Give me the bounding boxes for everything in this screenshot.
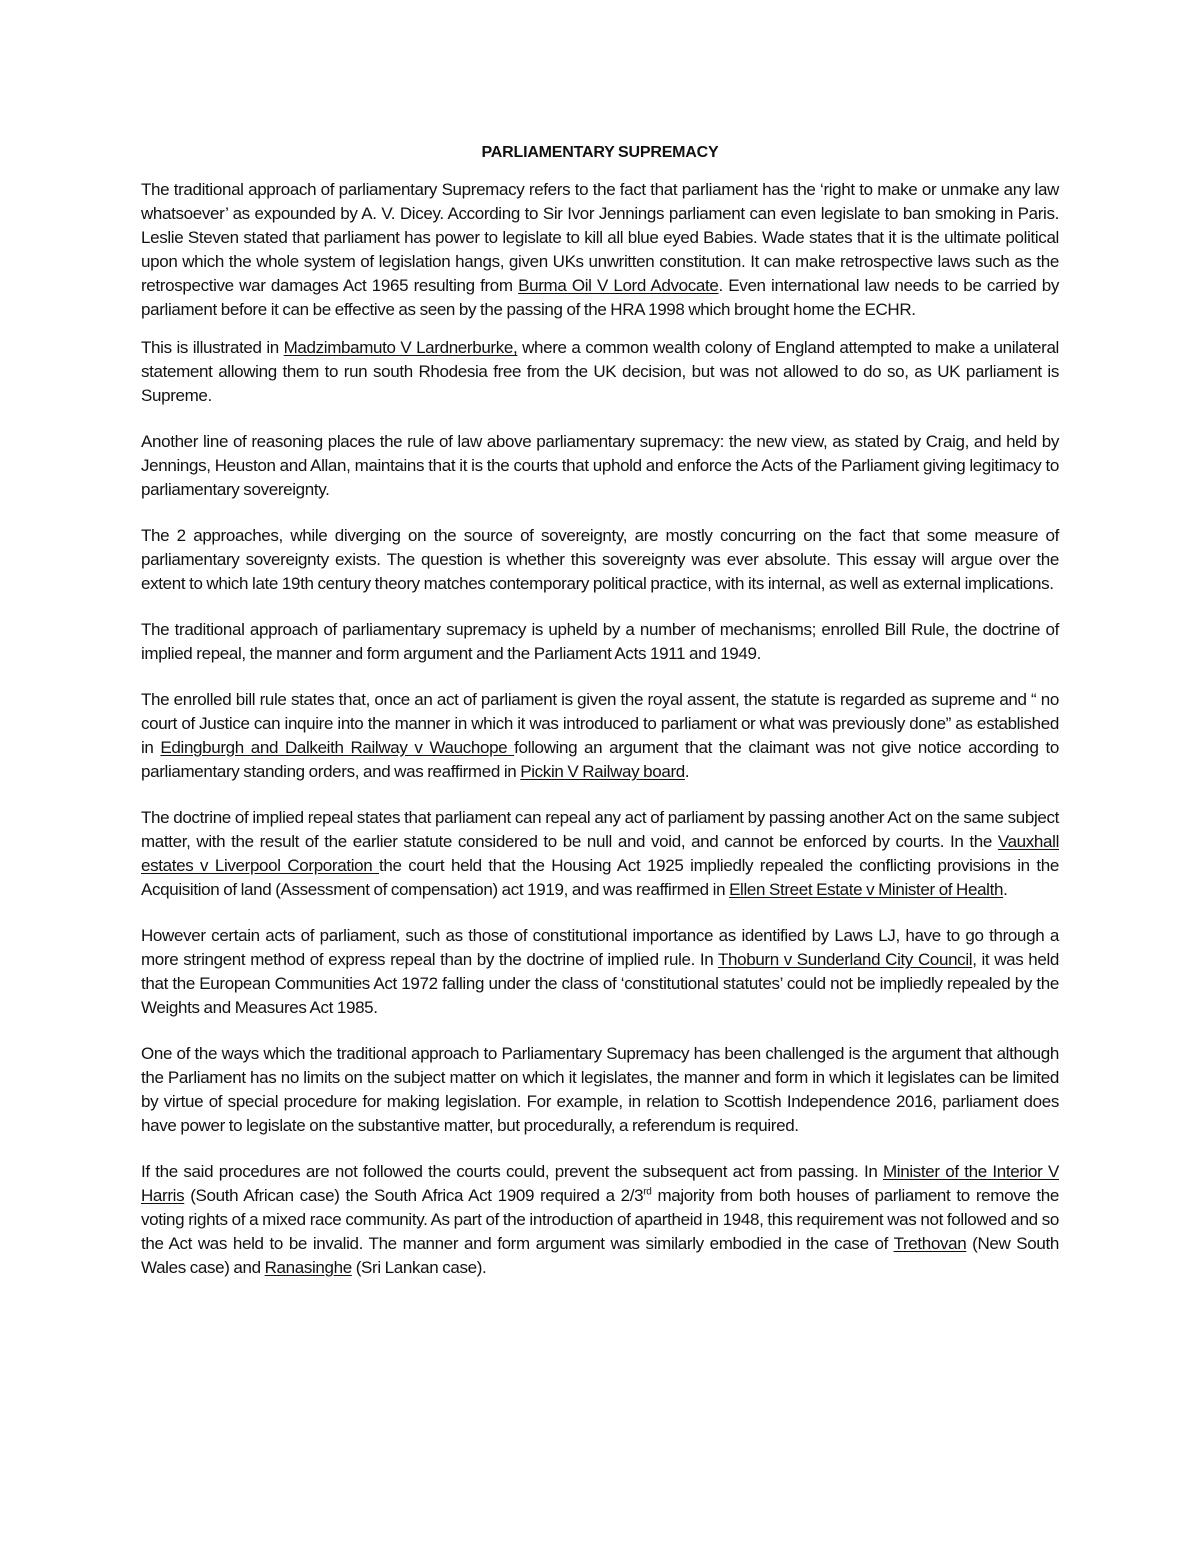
- case-reference: Thoburn v Sunderland City Council: [717, 950, 973, 969]
- paragraph-definition: The traditional approach of parliamentary Supremacy refers to the fact that parliament has the ‘right to make or unmake any law whatsoever’ as expounded by A. V. Dicey. According to Sir Ivor Jennings parliament can even legislate to ban smoking in Paris. Leslie Steven stated that parliament has power to legislate to kill all blue eyed Babies. Wade states that it is the ultimate political upon which the whole system of legislation hangs, given UKs unwritten constitution. It can make retrospective laws such as the retrospective war damages Act 1965 resulting from Burma Oil V Lord Advocate. Even international law needs to be carried by parliament before it can be effective as seen by the passing of the HRA 1998 which brought home the ECHR.: [141, 180, 1060, 319]
- case-reference: Vauxhall estates v Liverpool Corporation: [141, 832, 1059, 875]
- paragraph-new-view: Another line of reasoning places the rule of law above parliamentary supremacy: the new view, as stated by Craig, and held by Jennings, Heuston and Allan, maintains that it is the courts that uphold and enforce the Acts of the Parliament giving legitimacy to parliamentary sovereignty.: [141, 432, 1059, 499]
- case-reference: Ellen Street Estate v Minister of Health: [729, 880, 1004, 899]
- paragraph-approaches: The 2 approaches, while diverging on the source of sovereignty, are mostly concurring on the fact that some measure of parliamentary sovereignty exists. The question is whether this sovereignty was ever absolute. This essay will argue over the extent to which late 19th century theory matches contemporary political practice, with its internal, as well as external implications.: [141, 526, 1059, 593]
- case-reference: Edingburgh and Dalkeith Railway v Wauchope: [160, 738, 515, 757]
- case-reference: Madzimbamuto V Lardnerburke,: [283, 338, 518, 357]
- paragraph-mechanisms: The traditional approach of parliamentary supremacy is upheld by a number of mechanisms; enrolled Bill Rule, the doctrine of implied repeal, the manner and form argument and the Parliament Acts 1911 and 1949.: [141, 620, 1059, 663]
- paragraph-manner-and-form: One of the ways which the traditional approach to Parliamentary Supremacy has been challenged is the argument that although the Parliament has no limits on the subject matter on which it legislates, the manner and form in which it legislates can be limited by virtue of special procedure for making legislation. For example, in relation to Scottish Independence 2016, parliament does have power to legislate on the substantive matter, but procedurally, a referendum is required.: [141, 1044, 1059, 1135]
- case-reference: Burma Oil V Lord Advocate: [518, 276, 719, 295]
- paragraph-constitutional-statutes: However certain acts of parliament, such as those of constitutional importance as identified by Laws LJ, have to go through a more stringent method of express repeal than by the doctrine of implied rule. In Thoburn v Sunderland City Council, it was held that the European Communities Act 1972 falling under the class of ‘constitutional statutes’ could not be impliedly repealed by the Weights and Measures Act 1985.: [141, 926, 1060, 1017]
- paragraph-procedures: If the said procedures are not followed the courts could, prevent the subsequent act from passing. In Minister of the Interior V Harris (South African case) the South Africa Act 1909 required a 2/3rd majority from both houses of parliament to remove the voting rights of a mixed race community. As part of the introduction of apartheid in 1948, this requirement was not followed and so the Act was held to be invalid. The manner and form argument was similarly embodied in the case of Trethovan (New South Wales case) and Ranasinghe (Sri Lankan case).: [141, 1162, 1060, 1277]
- superscript: rd: [643, 1186, 652, 1198]
- paragraph-illustration: This is illustrated in Madzimbamuto V Lardnerburke, where a common wealth colony of England attempted to make a unilateral statement allowing them to run south Rhodesia free from the UK decision, but was not allowed to do so, as UK parliament is Supreme.: [141, 338, 1059, 405]
- case-reference: Pickin V Railway board: [520, 762, 685, 781]
- paragraph-implied-repeal: The doctrine of implied repeal states that parliament can repeal any act of parliament by passing another Act on the same subject matter, with the result of the earlier statute considered to be null and void, and cannot be enforced by courts. In the Vauxhall estates v Liverpool Corporation the court held that the Housing Act 1925 impliedly repealed the conflicting provisions in the Acquisition of land (Assessment of compensation) act 1919, and was reaffirmed in Ellen Street Estate v Minister of Health.: [141, 808, 1059, 899]
- document-title: PARLIAMENTARY SUPREMACY: [481, 144, 719, 161]
- document-page: [141, 141, 1059, 1294]
- case-reference: Ranasinghe: [264, 1258, 352, 1277]
- case-reference: Trethovan: [893, 1234, 967, 1253]
- paragraph-enrolled-bill: The enrolled bill rule states that, once an act of parliament is given the royal assent, the statute is regarded as supreme and “ no court of Justice can inquire into the manner in which it was introduced to parliament or what was previously done” as established in Edingburgh and Dalkeith Railway v Wauchope following an argument that the claimant was not give notice according to parliamentary standing orders, and was reaffirmed in Pickin V Railway board.: [141, 690, 1059, 781]
- case-reference: Minister of the Interior V Harris: [141, 1162, 1060, 1205]
